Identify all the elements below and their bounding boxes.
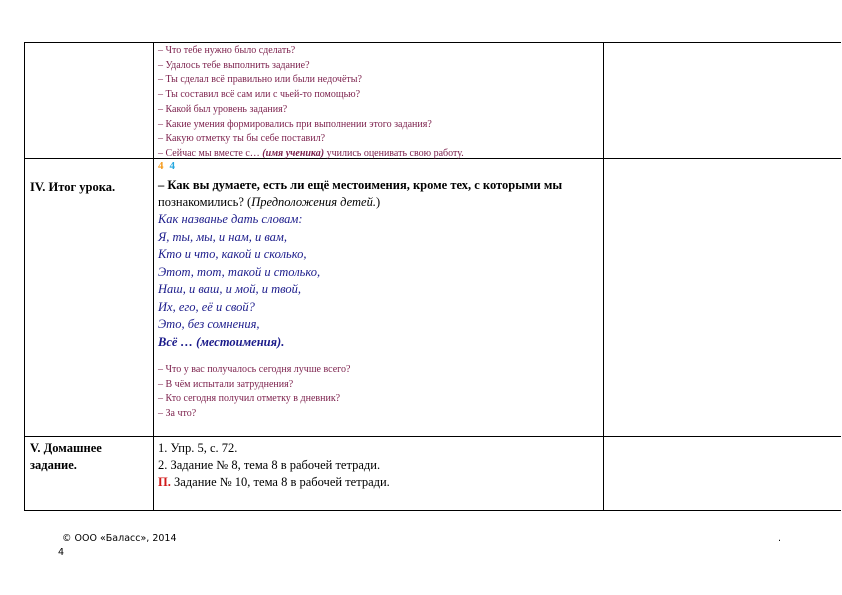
poem-line: Их, его, её и свой? [158, 299, 255, 314]
table-bottom-border [24, 510, 841, 511]
question-line: – Что тебе нужно было сделать? [158, 45, 296, 56]
poem-line: Этот, тот, такой и столько, [158, 264, 321, 279]
task-prefix-red: П. [158, 475, 171, 489]
question-italic: (имя ученика) [262, 147, 325, 159]
reflection-questions [158, 363, 350, 422]
homework-task: 1. Упр. 5, с. 72. [158, 441, 238, 455]
poem-line: Наш, и ваш, и мой, и твой, [158, 282, 302, 296]
poem-line: Кто и что, какой и сколько, [158, 247, 307, 261]
question-before: – Сейчас мы вместе с… [158, 147, 263, 159]
summary-question [158, 177, 562, 211]
poem-line: Это, без сомнения, [158, 317, 260, 331]
question-line: – Какую отметку ты бы себе поставил? [158, 133, 326, 145]
pronoun-poem [158, 211, 320, 351]
question-line: – За что? [158, 408, 197, 420]
summary-question-line1: – Как вы думаете, есть ли ещё местоимения, кроме тех, с которыми мы [158, 178, 563, 192]
question-line: – Ты сделал всё правильно или были недочёты? [158, 74, 362, 86]
section-title-summary: IV. Итог урока. [30, 180, 116, 194]
footer-dot: . [778, 533, 782, 544]
question-line: – В чём испытали затруднения? [158, 378, 294, 390]
question-line: – Ты составил всё сам или с чьей-то помощью? [158, 89, 361, 101]
table-top-border [24, 42, 841, 43]
question-line: – Удалось тебе выполнить задание? [158, 59, 310, 71]
question-line: – Какой был уровень задания? [158, 103, 288, 115]
poem-line: Как названье дать словам: [158, 212, 303, 226]
question-line: – Какие умения формировались при выполнении этого задания? [158, 118, 432, 130]
mark-orange: 4 [158, 160, 164, 172]
section-title-homework: V. Домашнее задание. [30, 441, 102, 472]
footer-copyright: © ООО «Баласс», 2014 [62, 533, 177, 544]
question-after: учились оценивать свою работу. [324, 147, 464, 159]
mark-blue: 4 [169, 160, 175, 172]
summary-question-line2: познакомились? (Предположения детей.) [158, 195, 381, 209]
row-divider-2 [24, 436, 841, 437]
level-marks [158, 160, 181, 172]
homework-task: 2. Задание № 8, тема 8 в рабочей тетради. [158, 458, 381, 472]
homework-tasks [158, 440, 390, 491]
question-line: – Что у вас получалось сегодня лучше всего? [158, 364, 351, 375]
question-line-last [158, 147, 464, 162]
footer-page-number: 4 [58, 547, 65, 558]
column-divider-1 [153, 42, 154, 511]
question-line: – Кто сегодня получил отметку в дневник? [158, 393, 341, 405]
poem-line: Всё … (местоимения). [158, 334, 285, 349]
homework-task: П. Задание № 10, тема 8 в рабочей тетради. [158, 475, 390, 489]
poem-line: Я, ты, мы, и нам, и вам, [158, 229, 288, 244]
table-left-border [24, 42, 25, 511]
self-assessment-questions [158, 44, 464, 162]
column-divider-2 [603, 42, 604, 511]
